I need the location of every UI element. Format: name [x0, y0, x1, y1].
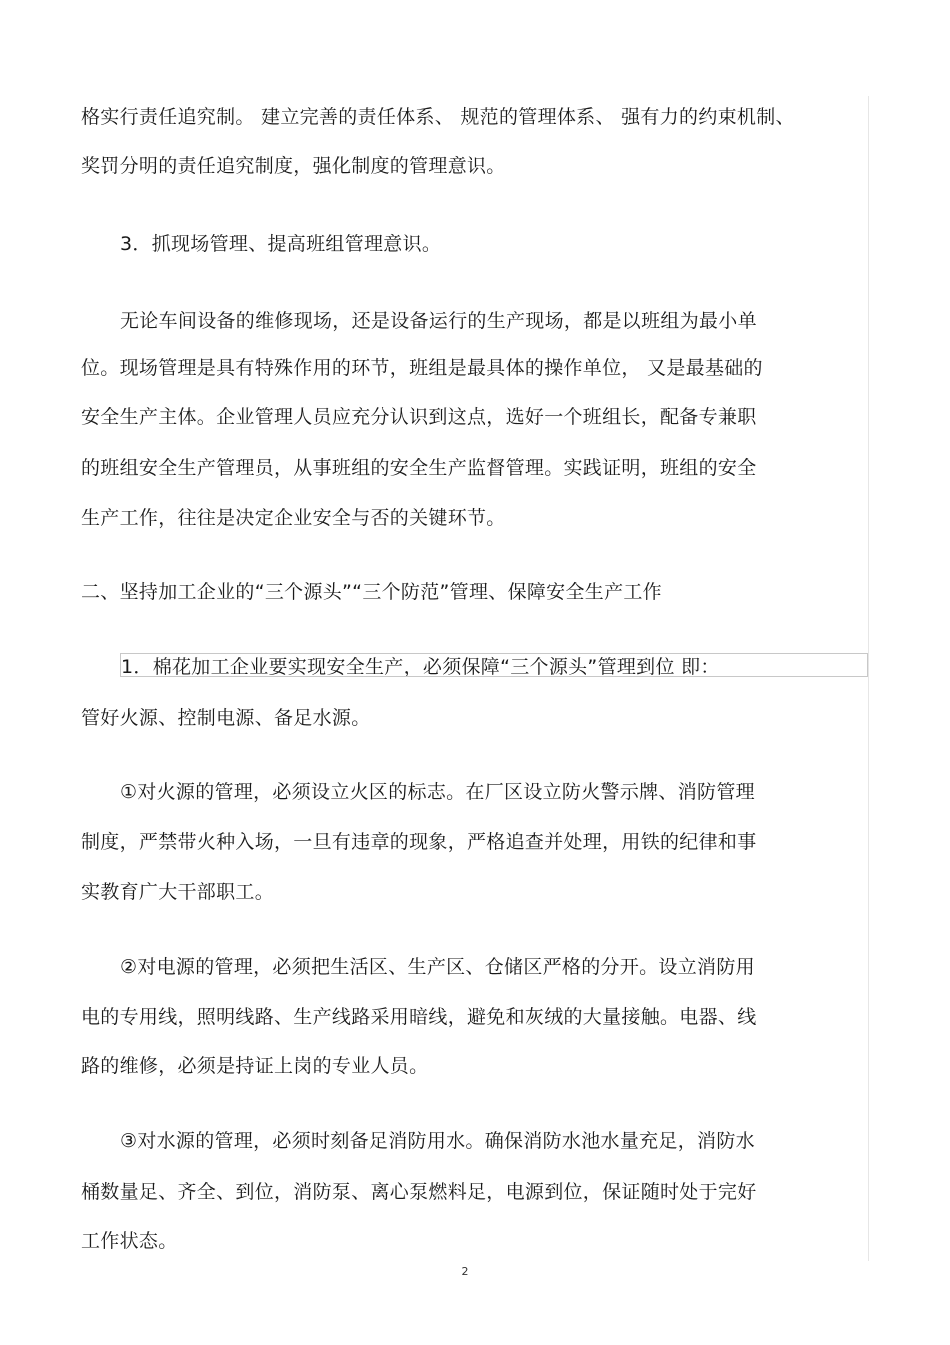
text-line: 桶数量足、齐全、到位，消防泵、离心泵燃料足，电源到位，保证随时处于完好 [81, 1181, 757, 1203]
text-line: ③对水源的管理，必须时刻备足消防用水。确保消防水池水量充足，消防水 [120, 1130, 755, 1152]
text-line: 电的专用线，照明线路、生产线路采用暗线，避免和灰绒的大量接触。电器、线 [81, 1006, 757, 1028]
text-line: 路的维修，必须是持证上岗的专业人员。 [81, 1055, 429, 1077]
text-line: 工作状态。 [81, 1230, 178, 1252]
text-line: 安全生产主体。企业管理人员应充分认识到这点，选好一个班组长，配备专兼职 [81, 406, 757, 428]
text-line: 奖罚分明的责任追究制度，强化制度的管理意识。 [81, 155, 506, 177]
page-number: 2 [461, 1265, 469, 1278]
bordered-text-line [120, 653, 868, 677]
page-edge [868, 96, 869, 1261]
text-line: 格实行责任追究制。 建立完善的责任体系、 规范的管理体系、 强有力的约束机制、 [81, 106, 795, 128]
text-line: 无论车间设备的维修现场，还是设备运行的生产现场，都是以班组为最小单 [120, 310, 757, 332]
section-heading: 二、坚持加工企业的“三个源头”“三个防范”管理、保障安全生产工作 [81, 581, 662, 603]
text-line: ②对电源的管理，必须把生活区、生产区、仓储区严格的分开。设立消防用 [120, 956, 755, 978]
text-line: 生产工作，往往是决定企业安全与否的关键环节。 [81, 507, 506, 529]
section-heading: 3．抓现场管理、提高班组管理意识。 [120, 233, 442, 255]
text-line: 1．棉花加工企业要实现安全生产，必须保障“三个源头”管理到位 即： [121, 656, 720, 677]
text-line: 的班组安全生产管理员，从事班组的安全生产监督管理。实践证明，班组的安全 [81, 457, 757, 479]
text-line: 实教育广大干部职工。 [81, 881, 275, 903]
text-line: 制度，严禁带火种入场，一旦有违章的现象，严格追查并处理，用铁的纪律和事 [81, 831, 757, 853]
text-line: ①对火源的管理，必须设立火区的标志。在厂区设立防火警示牌、消防管理 [120, 781, 755, 803]
text-line: 位。现场管理是具有特殊作用的环节，班组是最具体的操作单位， 又是最基础的 [81, 357, 763, 379]
text-line: 管好火源、控制电源、备足水源。 [81, 707, 371, 729]
